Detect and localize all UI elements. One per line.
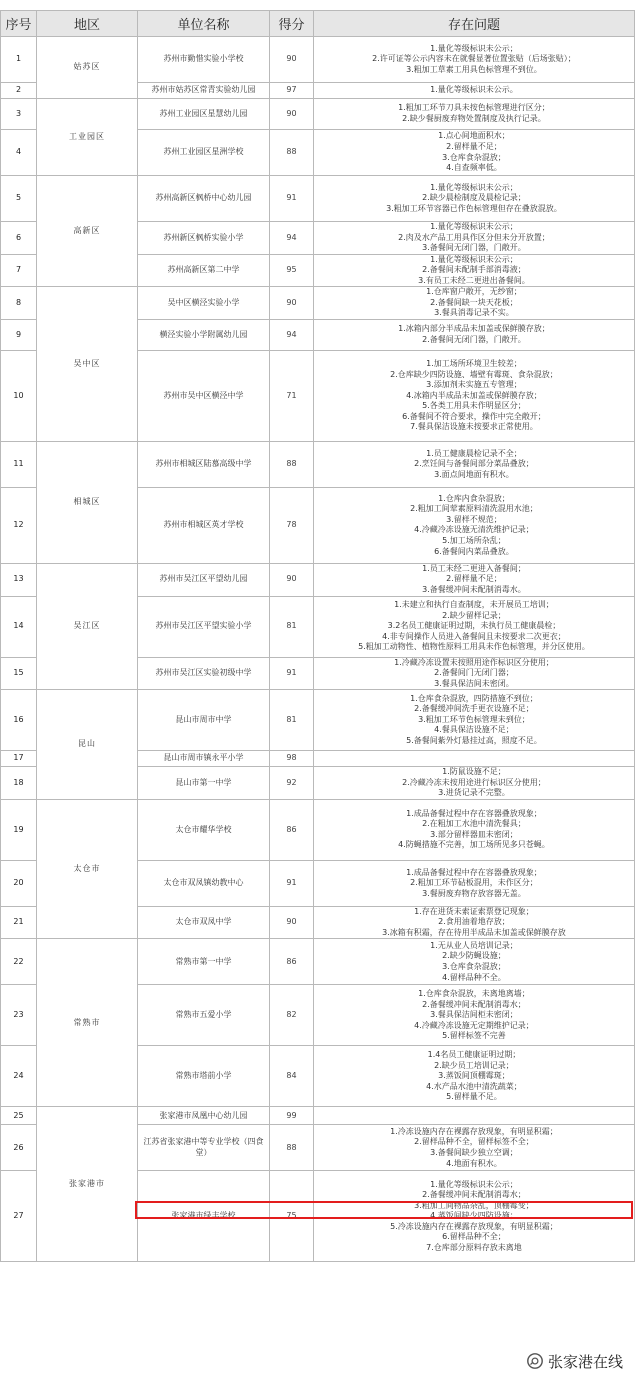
issue-line: 1.粗加工环节刀具未按色标管理进行区分； (398, 103, 550, 113)
row-number: 24 (1, 1046, 37, 1107)
row-number: 27 (1, 1171, 37, 1262)
header-district: 地区 (37, 11, 138, 37)
issue-line: 1.量化等级标识未公示； (430, 1179, 518, 1189)
issues-cell (314, 441, 635, 487)
score-cell: 88 (270, 1125, 314, 1171)
row-number: 12 (1, 487, 37, 563)
issue-line: 3.2名员工健康证明过期，未执行员工健康晨检； (387, 621, 561, 631)
issues-cell (314, 1171, 635, 1262)
score-cell: 71 (270, 350, 314, 441)
watermark-text: 张家港在线 (548, 1352, 624, 1371)
row-number: 1 (1, 37, 37, 83)
issue-line: 2.粗加工环节砧板混用，未作区分； (410, 878, 538, 888)
issue-line: 3.备餐间无闭门器，门敞开。 (422, 243, 526, 253)
issue-line: 1.仓库食杂混放，四防措施不到位； (410, 693, 538, 703)
unit-name: 太仓市双凤镇幼教中心 (138, 860, 270, 906)
issue-line: 3.面点间地面有积水。 (434, 469, 514, 479)
unit-name: 太仓市耀华学校 (138, 799, 270, 860)
issue-line: 3.冰箱有积霜，存在待用半成品未加盖或保鲜膜存放 (382, 927, 566, 937)
header-seq: 序号 (1, 11, 37, 37)
issue-line: 3.餐具消毒记录不实。 (434, 308, 514, 318)
issue-line: 1.防鼠设施不足； (442, 767, 506, 777)
table-row (1, 939, 635, 985)
issue-line: 1.量化等级标识未公示； (430, 222, 518, 231)
issue-line: 2.许可证等公示内容未在就餐显著位置张贴（后场张贴）； (372, 54, 576, 64)
issue-line: 6.备餐间不符合要求，操作中完全敞开； (402, 411, 546, 421)
district-cell: 吴中区 (37, 287, 138, 442)
row-number: 10 (1, 350, 37, 441)
header-issues: 存在问题 (314, 11, 635, 37)
issue-line: 3.蒸饭间顶棚霉斑； (438, 1071, 510, 1081)
issues-cell (314, 99, 635, 130)
issue-line: 2.缺少餐厨废弃物处置制度及执行记录。 (402, 114, 546, 123)
table-row (1, 799, 635, 860)
unit-name: 苏州市吴江区实验初级中学 (138, 657, 270, 690)
unit-name: 苏州市相城区英才学校 (138, 487, 270, 563)
unit-name: 江苏省张家港中等专业学校（四食堂） (138, 1125, 270, 1171)
issues-cell (314, 596, 635, 657)
row-number: 23 (1, 985, 37, 1046)
issue-line: 4.非专间操作人员进入备餐间且未按要求二次更衣； (382, 631, 566, 641)
row-number: 22 (1, 939, 37, 985)
row-number: 17 (1, 751, 37, 767)
issues-cell (314, 1046, 635, 1107)
issue-line: 3.粗加工草素工用具色标管理不到位。 (406, 64, 542, 74)
issues-cell (314, 222, 635, 255)
score-cell: 91 (270, 860, 314, 906)
issue-line: 2.留样品种不全，留样标签不全； (414, 1137, 534, 1147)
row-number: 9 (1, 319, 37, 350)
score-cell: 91 (270, 176, 314, 222)
header-score: 得分 (270, 11, 314, 37)
issues-cell (314, 690, 635, 751)
issue-line: 1.量化等级标识未公示。 (430, 85, 518, 95)
issue-line: 3.粗加工环节容器已作色标管理但存在叠放混放。 (386, 203, 562, 213)
issue-line: 4.冷藏冷冻设施无清洗维护记录； (414, 525, 534, 535)
issues-cell (314, 906, 635, 939)
issue-line: 3.进货记录不完整。 (438, 788, 510, 798)
issue-line: 4.防蝇措施不完善，加工场所见多只苍蝇。 (398, 840, 550, 850)
issue-line: 1.员工未经二更进入备餐间； (422, 563, 526, 573)
district-cell: 张家港市 (37, 1107, 138, 1262)
unit-name: 苏州市吴江区平望幼儿园 (138, 563, 270, 596)
issue-line: 3.留样不规范； (446, 514, 502, 524)
issue-line: 3.仓库食杂混放； (442, 961, 506, 971)
district-cell: 吴江区 (37, 563, 138, 689)
issue-line: 3.粗加工环节色标管理未到位； (418, 714, 530, 724)
unit-name: 苏州市姑苏区常青实验幼儿园 (138, 83, 270, 99)
unit-name: 常熟市塔前小学 (138, 1046, 270, 1107)
score-cell: 84 (270, 1046, 314, 1107)
score-cell: 99 (270, 1107, 314, 1125)
issue-line: 2.缺少防蝇设施； (442, 951, 506, 961)
unit-name: 苏州市吴中区横泾中学 (138, 350, 270, 441)
watermark (522, 1348, 627, 1374)
score-cell: 90 (270, 287, 314, 320)
issue-line: 1.仓库食杂混放，未离地离墙； (418, 989, 530, 999)
row-number: 13 (1, 563, 37, 596)
issues-cell (314, 130, 635, 176)
inspection-table (0, 10, 635, 1262)
score-cell: 94 (270, 222, 314, 255)
issue-line: 4.冷藏冷冻设施无定期维护记录； (414, 1020, 534, 1030)
issue-line: 1.成品备餐过程中存在容器叠放现象； (406, 867, 542, 877)
issue-line: 5.加工场所杂乱； (442, 535, 506, 545)
score-cell: 82 (270, 985, 314, 1046)
issue-line: 5.冷冻设施内存在裸露存放现象，有明显积霜； (390, 1221, 558, 1231)
unit-name: 昆山市第一中学 (138, 767, 270, 800)
unit-name: 苏州市相城区陆慕高级中学 (138, 441, 270, 487)
row-number: 26 (1, 1125, 37, 1171)
row-number: 7 (1, 254, 37, 287)
row-number: 16 (1, 690, 37, 751)
issue-line: 2.备餐缓冲间洗手更衣设施不足； (414, 704, 534, 714)
issue-line: 4.冰箱内半成品未加盖或保鲜膜存放； (406, 390, 542, 400)
issue-line: 4.水产品水池中清洗蔬菜； (426, 1081, 522, 1091)
unit-name: 太仓市双凤中学 (138, 906, 270, 939)
issue-line: 3.餐具保洁间柜未密闭； (430, 1010, 518, 1020)
unit-name: 昆山市周市镇永平小学 (138, 751, 270, 767)
issues-cell (314, 657, 635, 690)
issue-line: 2.缺少晨检制度及晨检记录； (422, 193, 526, 203)
issues-cell (314, 1107, 635, 1125)
issue-line: 1.量化等级标识未公示； (430, 254, 518, 264)
issue-line: 1.量化等级标识未公示； (430, 43, 518, 53)
district-cell: 常熟市 (37, 939, 138, 1107)
unit-name: 苏州市勤惜实验小学校 (138, 37, 270, 83)
row-number: 2 (1, 83, 37, 99)
table-header-row (1, 11, 635, 37)
district-cell: 工业园区 (37, 99, 138, 176)
issue-line: 1.无从业人员培训记录； (430, 940, 518, 950)
unit-name: 常熟市第一中学 (138, 939, 270, 985)
issue-line: 2.备餐间无闭门器，门敞开。 (422, 334, 526, 344)
issue-line: 3.餐厨废弃物存放容器无盖。 (422, 888, 526, 898)
issue-line: 2.烹饪间与备餐间部分菜品叠放； (414, 459, 534, 469)
table-row (1, 1107, 635, 1125)
row-number: 5 (1, 176, 37, 222)
issue-line: 1.仓库窗户敞开，无纱窗； (426, 287, 522, 297)
unit-name: 张家港市绿丰学校 (138, 1171, 270, 1262)
issue-line: 3.餐具保洁间未密闭。 (434, 678, 514, 688)
issue-line: 2.备餐缓冲间未配制消毒水； (422, 999, 526, 1009)
table-row (1, 287, 635, 320)
score-cell: 90 (270, 563, 314, 596)
issues-cell (314, 751, 635, 767)
issue-line: 4.自查频率低。 (446, 163, 502, 173)
issue-line: 2.粗加工间荤素原料清洗混用水池； (410, 504, 538, 514)
header-unit: 单位名称 (138, 11, 270, 37)
unit-name: 吴中区横泾实验小学 (138, 287, 270, 320)
issues-cell (314, 985, 635, 1046)
row-number: 25 (1, 1107, 37, 1125)
score-cell: 90 (270, 906, 314, 939)
district-cell: 昆山 (37, 690, 138, 800)
issue-line: 2.留样量不足； (446, 574, 502, 584)
unit-name: 张家港市凤凰中心幼儿园 (138, 1107, 270, 1125)
issue-line: 1.仓库内食杂混放； (438, 493, 510, 503)
score-cell: 97 (270, 83, 314, 99)
score-cell: 81 (270, 596, 314, 657)
row-number: 19 (1, 799, 37, 860)
issues-cell (314, 350, 635, 441)
issues-cell (314, 799, 635, 860)
table-row (1, 37, 635, 83)
row-number: 20 (1, 860, 37, 906)
score-cell: 94 (270, 319, 314, 350)
score-cell: 98 (270, 751, 314, 767)
issues-cell (314, 319, 635, 350)
score-cell: 88 (270, 441, 314, 487)
issue-line: 3.仓库食杂混放； (442, 152, 506, 162)
table-body (1, 37, 635, 1262)
score-cell: 92 (270, 767, 314, 800)
row-number: 3 (1, 99, 37, 130)
score-cell: 78 (270, 487, 314, 563)
issue-line: 1.量化等级标识未公示； (430, 182, 518, 192)
issues-cell (314, 939, 635, 985)
row-number: 11 (1, 441, 37, 487)
district-cell: 太仓市 (37, 799, 138, 939)
issue-line: 3.备餐缓冲间未配制消毒水。 (422, 585, 526, 595)
issue-line: 1.冷藏冷冻设置未按照用途作标识区分使用； (394, 657, 554, 667)
issues-cell (314, 176, 635, 222)
issue-line: 2.缺少留样记录； (442, 610, 506, 620)
score-cell: 86 (270, 799, 314, 860)
issue-line: 2.备餐间缺一块天花板； (430, 297, 518, 307)
score-cell: 86 (270, 939, 314, 985)
issues-cell (314, 487, 635, 563)
unit-name: 苏州高新区枫桥中心幼儿园 (138, 176, 270, 222)
issue-line: 2.在粗加工水池中清洗餐具； (422, 819, 526, 829)
issue-line: 1.加工场所环境卫生较差； (426, 359, 522, 368)
table-row (1, 563, 635, 596)
issue-line: 2.缺少员工培训记录； (434, 1060, 514, 1070)
issue-line: 2.备餐间未配制手部消毒液； (422, 265, 526, 275)
row-number: 6 (1, 222, 37, 255)
issue-line: 1.冷冻设施内存在裸露存放现象，有明显积霜； (390, 1126, 558, 1136)
score-cell: 81 (270, 690, 314, 751)
row-number: 4 (1, 130, 37, 176)
issue-line: 4.留样品种不全。 (442, 972, 506, 982)
issue-line: 3.粗加工间物品杂乱，顶棚霉变； (414, 1200, 534, 1210)
issue-line: 5.留样标签不完善 (442, 1031, 506, 1041)
issue-line: 2.备餐缓冲间未配制消毒水； (422, 1190, 526, 1200)
row-number: 15 (1, 657, 37, 690)
issue-line: 6.备餐间内菜品叠放。 (434, 546, 514, 556)
score-cell: 91 (270, 657, 314, 690)
issue-line: 5.粗加工动物性、植物性原料工用具未作色标管理，并分区使用。 (358, 642, 590, 652)
issue-line: 3.部分留样器皿未密闭； (430, 829, 518, 839)
issue-line: 7.餐具保洁设施未按要求正常使用。 (410, 422, 538, 432)
issue-line: 2.仓库缺少四防设施、墙壁有霉斑、食杂混放； (390, 369, 558, 379)
issue-line: 1.员工健康晨检记录不全； (426, 448, 522, 458)
issue-line: 1.成品备餐过程中存在容器叠放现象； (406, 808, 542, 818)
issue-line: 4.餐具保洁设施不足； (434, 725, 514, 735)
table-row (1, 99, 635, 130)
district-cell: 高新区 (37, 176, 138, 287)
issues-cell (314, 37, 635, 83)
unit-name: 苏州市吴江区平望实验小学 (138, 596, 270, 657)
issue-line: 3.备餐间缺少独立空调； (430, 1147, 518, 1157)
issue-line: 1.冰箱内部分半成品未加盖或保鲜膜存放； (398, 324, 550, 334)
issues-cell (314, 767, 635, 800)
wechat-official-account-icon (526, 1352, 544, 1370)
row-number: 21 (1, 906, 37, 939)
row-number: 14 (1, 596, 37, 657)
score-cell: 90 (270, 99, 314, 130)
issues-cell (314, 563, 635, 596)
score-cell: 88 (270, 130, 314, 176)
issues-cell (314, 254, 635, 287)
unit-name: 苏州高新区第二中学 (138, 254, 270, 287)
row-number: 8 (1, 287, 37, 320)
issue-line: 5.各类工用具未作明显区分； (422, 401, 526, 411)
issue-line: 1.点心间地面积水； (438, 131, 510, 141)
score-cell: 75 (270, 1171, 314, 1262)
row-number: 18 (1, 767, 37, 800)
issue-line: 3.有员工未经二更进出备餐间。 (418, 275, 530, 285)
district-cell: 相城区 (37, 441, 138, 563)
unit-name: 昆山市周市中学 (138, 690, 270, 751)
issue-line: 3.添加剂未实施五专管理； (426, 380, 522, 390)
issue-line: 5.备餐间紫外灯悬挂过高，照度不足。 (406, 736, 542, 746)
table-row (1, 441, 635, 487)
unit-name: 常熟市五爱小学 (138, 985, 270, 1046)
issues-cell (314, 1125, 635, 1171)
table-row (1, 176, 635, 222)
district-cell: 姑苏区 (37, 37, 138, 99)
issue-line: 5.留样量不足。 (446, 1092, 502, 1102)
issue-line: 1.4名员工健康证明过期； (427, 1050, 521, 1060)
issue-line: 2.留样量不足； (446, 141, 502, 151)
issue-line: 2.食用油着地存放； (438, 917, 510, 927)
issues-cell (314, 287, 635, 320)
score-cell: 95 (270, 254, 314, 287)
issue-line: 7.仓库部分原料存放未离地 (426, 1242, 522, 1252)
unit-name: 苏州工业园区星洲学校 (138, 130, 270, 176)
issue-line: 2.肉及水产品工用具作区分但未分开放置； (398, 232, 550, 242)
issue-line: 2.备餐间门无闭门器； (434, 668, 514, 678)
table-row (1, 690, 635, 751)
issue-line: 4.蒸饭间缺少四防设施； (430, 1211, 518, 1221)
issues-cell (314, 860, 635, 906)
issue-line: 4.地面有积水。 (446, 1158, 502, 1168)
issue-line: 2.冷藏冷冻未按用途进行标识区分使用； (402, 777, 546, 787)
issue-line: 6.留样品种不全； (442, 1232, 506, 1242)
unit-name: 横泾实验小学附属幼儿园 (138, 319, 270, 350)
score-cell: 90 (270, 37, 314, 83)
issue-line: 1.存在进货未索证索票登记现象； (414, 906, 534, 916)
unit-name: 苏州新区枫桥实验小学 (138, 222, 270, 255)
issues-cell (314, 83, 635, 99)
issue-line: 1.未建立和执行自查制度，未开展员工培训； (394, 600, 554, 610)
unit-name: 苏州工业园区星慧幼儿园 (138, 99, 270, 130)
